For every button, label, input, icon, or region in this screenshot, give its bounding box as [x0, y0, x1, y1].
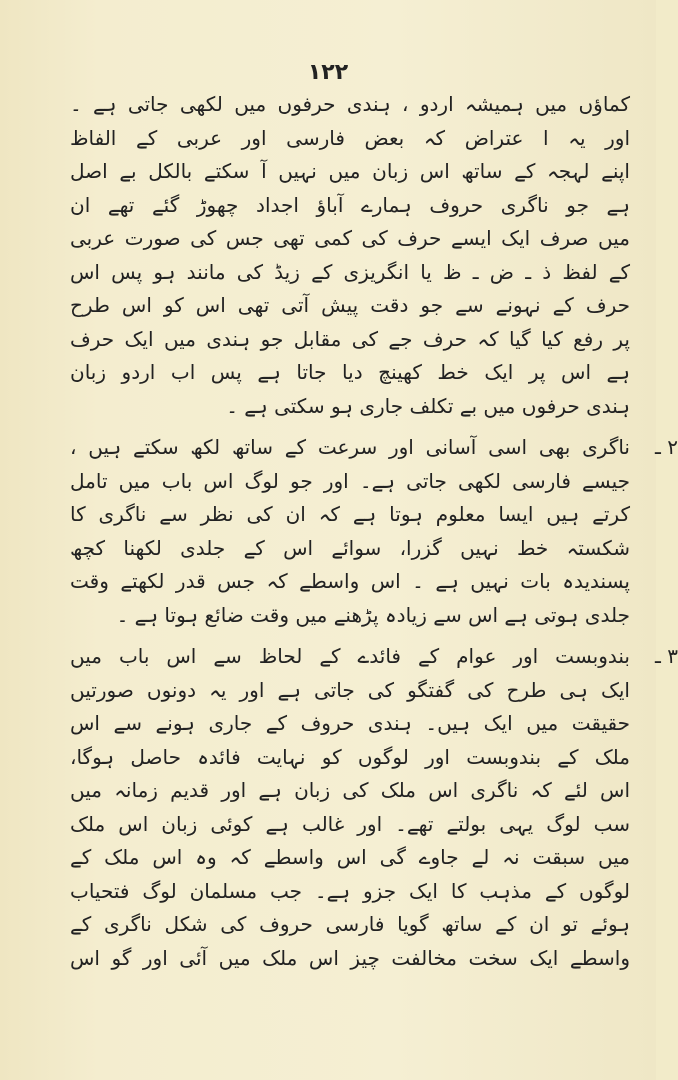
item-number: ۲ ـ [655, 435, 678, 459]
text-line: میں صرف ایک ایسے حرف کی کمی تھی جس کی صورت عربی [70, 226, 630, 250]
text-line: بندوبست اور عوام کے فائدے کے لحاظ سے اس باب میں [70, 644, 630, 668]
text-line: پسندیدہ بات نہیں ہے ۔ اس واسطے کہ جس قدر لکھتے وقت [70, 569, 630, 593]
text-line: ملک کے بندوبست اور لوگوں کو نہایت فائدہ حاصل ہوگا، [70, 744, 630, 769]
text-line: لوگوں کے مذہب کا ایک جزو ہے۔ جب مسلمان لوگ فتحیاب [70, 878, 630, 903]
text-line: حقیقت میں ایک ہیں۔ ہندی حروف کے جاری ہونے سے اس [70, 711, 630, 735]
text-line: ہے جو ناگری حروف ہمارے آباؤ اجداد چھوڑ گئے تھے ان [70, 192, 630, 217]
page-text [70, 88, 678, 975]
text-line: جلدی ہوتی ہے اس سے زیادہ پڑھنے میں وقت ضائع ہوتا ہے ۔ [116, 602, 630, 627]
text-line: اور یہ ا عتراض کہ بعض فارسی اور عربی کے الفاظ [70, 125, 630, 150]
text-line: شکستہ خط نہیں گزرا، سوائے اس کے جلدی لکھنا کچھ [70, 535, 630, 560]
text-line: کرتے ہیں ایسا معلوم ہوتا ہے کہ ان کی نظر سے ناگری کا [70, 502, 630, 526]
intro-paragraph [70, 88, 630, 423]
text-line: ایک ہی طرح کی گفتگو کی جاتی ہے اور یہ دونوں صورتیں [70, 677, 630, 702]
text-line: پر رفع کیا گیا کہ حرف جے کی مقابل جو ہندی میں ایک حرف [70, 326, 630, 351]
text-line: حرف کے نہونے سے جو دقت پیش آتی تھی اس کو اس طرح [70, 293, 630, 317]
numbered-item-2 [70, 431, 678, 632]
text-line: جیسے فارسی لکھی جاتی ہے۔ اور جو لوگ اس باب میں تامل [70, 468, 630, 493]
text-line: کے لفظ ذ ـ ض ـ ظ یا انگریزی کے زیڈ کی مانند ہو پس اس [70, 259, 630, 284]
text-line: سب لوگ یہی بولتے تھے۔ اور غالب ہے کوئی زبان اس ملک [70, 811, 630, 836]
text-line: میں سبقت نہ لے جاوے گی اس واسطے کہ وہ اس ملک کے [70, 845, 630, 869]
text-line: اپنے لہجہ کے ساتھ اس زبان میں نہیں آ سکتے بالکل بے اصل [70, 159, 630, 183]
text-line: واسطے ایک سخت مخالفت چیز اس ملک میں آئی اور گو اس [70, 945, 630, 970]
text-line: ہوئے تو ان کے ساتھ گویا فارسی حروف کی شکل ناگری کے [70, 912, 630, 936]
numbered-item-3 [70, 640, 678, 975]
page-number: ۱۲۲ [307, 60, 349, 85]
text-line: اس لئے کہ ناگری اس ملک کی زبان ہے اور قدیم زمانہ میں [70, 778, 630, 802]
text-line: ناگری بھی اسی آسانی اور سرعت کے ساتھ لکھ سکتے ہیں ، [70, 435, 630, 459]
text-line: ہندی حرفوں میں بے تکلف جاری ہو سکتی ہے ۔ [226, 393, 630, 418]
item-number: ۳ ـ [655, 644, 678, 668]
text-line: کماؤں میں ہمیشہ اردو ، ہندی حرفوں میں لکھی جاتی ہے ۔ [70, 92, 630, 116]
text-line: ہے اس پر ایک خط کھینچ دیا جاتا ہے پس اب اردو زبان [70, 360, 630, 384]
